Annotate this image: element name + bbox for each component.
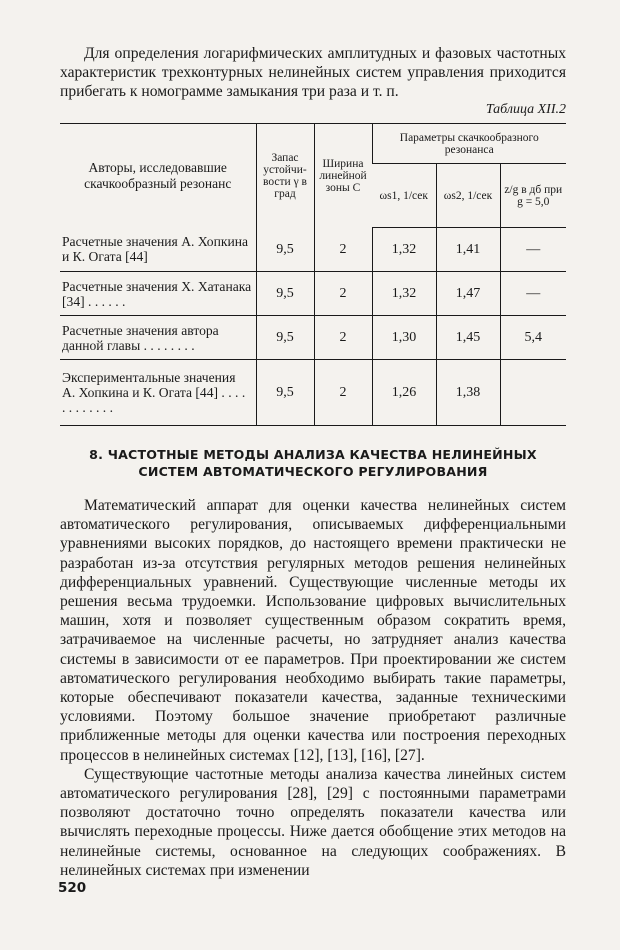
row-c: 2 xyxy=(314,272,372,316)
row-ws1: 1,30 xyxy=(372,316,436,360)
table-row xyxy=(60,360,566,426)
row-c: 2 xyxy=(314,228,372,272)
header-jump-params-group: Параметры скачкообразного резонанса xyxy=(372,124,566,164)
parameters-table xyxy=(60,123,566,426)
page-number: 520 xyxy=(58,880,87,896)
row-ws1: 1,32 xyxy=(372,228,436,272)
table-row xyxy=(60,316,566,360)
body-paragraph: Математический аппарат для оценки качества нелинейных систем автоматического регулирования, описываемых дифференциальными уравнениями высоких порядков, до настоящего времени практически не разработан из-за отсутствия регулярных методов решения нелинейных дифференциальных уравнений. Существующие численные методы их решения весьма трудоемки. Использование цифровых вычислительных машин, хотя и позволяет существенным образом сократить время, затрачиваемое на численные расчеты, но затрудняет анализ качества системы в зависимости от ее параметров. При проектировании же систем автоматического регулирования необходимо выбирать такие параметры, которые обеспечивают показатели качества, заданные техническими условиями. Поэтому большое значение приобретают различные приближенные методы для оценки качества или построения переходных процессов в нелинейных системах [12], [13], [16], [27]. xyxy=(60,497,566,764)
header-stability-margin: Запас устойчи- вости γ в град xyxy=(256,124,314,228)
row-ws1: 1,26 xyxy=(372,360,436,426)
header-omega-s1: ωs1, 1/сек xyxy=(372,164,436,228)
row-author: Расчетные значения А. Хопкина и К. Огата [44] xyxy=(60,228,256,272)
header-dead-zone-width: Ширина линейной зоны C xyxy=(314,124,372,228)
row-ws2: 1,47 xyxy=(436,272,500,316)
row-zg xyxy=(500,360,566,426)
row-c: 2 xyxy=(314,316,372,360)
header-z-over-g: z/g в дб при g = 5,0 xyxy=(500,164,566,228)
row-author: Расчетные значения автора данной главы . . . . . . . . xyxy=(60,316,256,360)
row-zg: — xyxy=(500,272,566,316)
row-author: Расчетные значения Х. Хатанака [34] . . . . . . xyxy=(60,272,256,316)
section-title: 8. ЧАСТОТНЫЕ МЕТОДЫ АНАЛИЗА КАЧЕСТВА НЕЛИНЕЙНЫХ СИСТЕМ АВТОМАТИЧЕСКОГО РЕГУЛИРОВАНИЯ xyxy=(89,447,537,479)
body-paragraph: Существующие частотные методы анализа качества линейных систем автоматического регулирования [28], [29] с постоянными параметрами позволяют достаточно точно определять показатели качества или вычислять переходные процессы. Ниже дается обобщение этих методов на нелинейные системы, основанное на следующих соображениях. В нелинейных системах при изменении xyxy=(60,765,566,879)
row-gamma: 9,5 xyxy=(256,228,314,272)
intro-paragraph: Для определения логарифмических амплитудных и фазовых частотных характеристик трехконтурных нелинейных систем управления приходится прибегать к номограмме замыкания три раза и т. п. xyxy=(60,45,566,100)
row-c: 2 xyxy=(314,360,372,426)
row-author: Экспериментальные значения А. Хопкина и К. Огата [44] . . . . . . . . . . . . xyxy=(60,360,256,426)
row-ws2: 1,45 xyxy=(436,316,500,360)
row-ws2: 1,38 xyxy=(436,360,500,426)
row-zg: — xyxy=(500,228,566,272)
table-row xyxy=(60,228,566,272)
row-zg: 5,4 xyxy=(500,316,566,360)
table-caption: Таблица XII.2 xyxy=(485,102,566,117)
row-ws1: 1,32 xyxy=(372,272,436,316)
header-omega-s2: ωs2, 1/сек xyxy=(436,164,500,228)
row-ws2: 1,41 xyxy=(436,228,500,272)
page-content xyxy=(60,44,566,880)
row-gamma: 9,5 xyxy=(256,360,314,426)
header-authors: Авторы, исследовавшие скачкообразный резонанс xyxy=(60,124,256,228)
row-gamma: 9,5 xyxy=(256,316,314,360)
row-gamma: 9,5 xyxy=(256,272,314,316)
table-row xyxy=(60,272,566,316)
